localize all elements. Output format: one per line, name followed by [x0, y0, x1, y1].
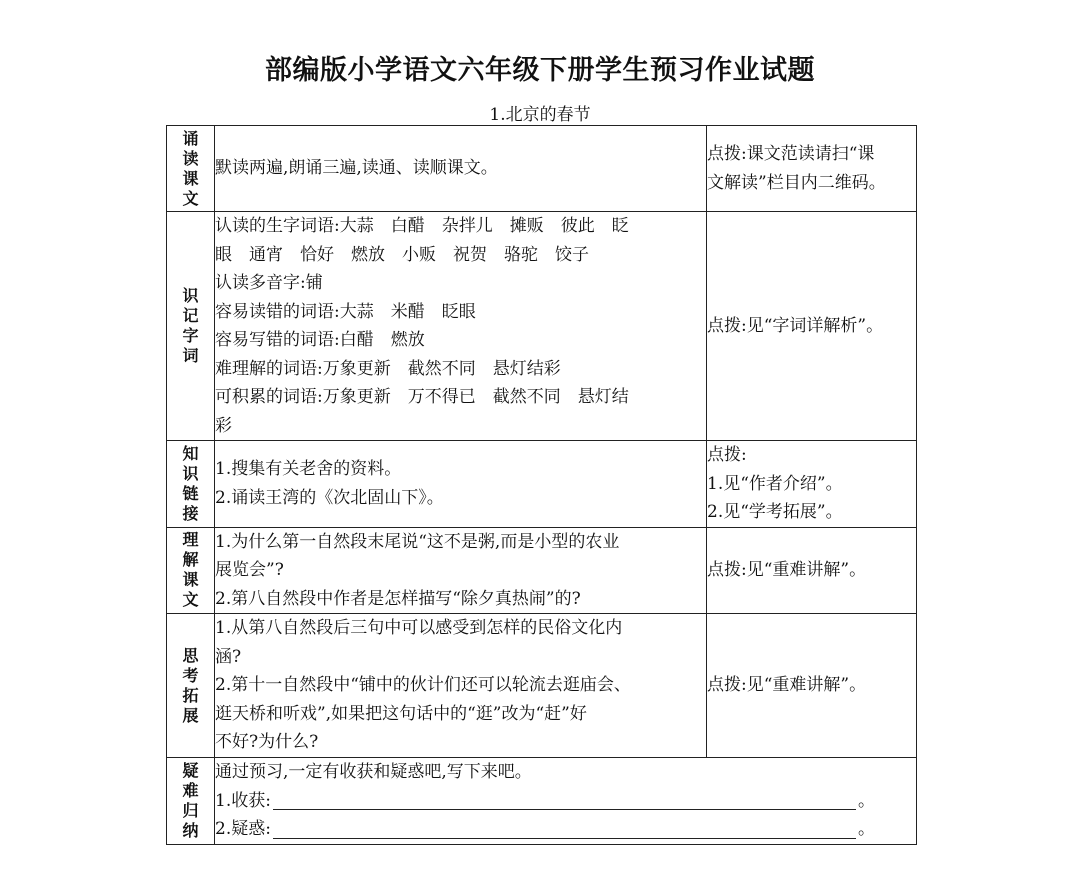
- summary-cell: [215, 758, 917, 845]
- tip-line: 点拨:见“重难讲解”。: [707, 560, 867, 580]
- summary-intro: 通过预习,一定有收获和疑惑吧,写下来吧。: [215, 762, 532, 782]
- content-cell: [215, 212, 707, 441]
- harvest-end-mark: 。: [857, 790, 875, 811]
- tip-cell: [707, 527, 917, 614]
- content-cell: [215, 441, 707, 528]
- tip-line: 点拨:见“重难讲解”。: [707, 675, 867, 696]
- tip-line: 文解读”栏目内二维码。: [707, 172, 886, 193]
- content-line: 容易读错的词语:大蒜 米醋 眨眼: [215, 301, 476, 322]
- tip-line: 点拨:课文范读请扫“课: [707, 144, 875, 164]
- harvest-label: 1.收获:: [215, 790, 271, 811]
- tip-cell: [707, 126, 917, 212]
- content-line: 不好?为什么?: [215, 732, 319, 753]
- content-line: 眼 通宵 恰好 燃放 小贩 祝贺 骆驼 饺子: [215, 244, 589, 265]
- page-title: 部编版小学语文六年级下册学生预习作业试题: [265, 55, 815, 86]
- content-line: 展览会”?: [215, 560, 284, 580]
- content-line: 1.从第八自然段后三句中可以感受到怎样的民俗文化内: [215, 618, 623, 639]
- doubt-label: 2.疑惑:: [215, 819, 271, 839]
- content-line: 2.第八自然段中作者是怎样描写“除夕真热闹”的?: [215, 588, 581, 609]
- tip-cell: [707, 212, 917, 441]
- content-line: 1.为什么第一自然段末尾说“这不是粥,而是小型的农业: [215, 531, 620, 552]
- content-line: 彩: [215, 415, 232, 436]
- category-cell: 知 识 链 接: [167, 441, 215, 528]
- content-line: 2.诵读王湾的《次北固山下》。: [215, 487, 444, 508]
- category-cell: 理 解 课 文: [167, 527, 215, 614]
- content-line: 认读多音字:铺: [215, 273, 323, 293]
- content-line: 认读的生字词语:大蒜 白醋 杂拌儿 摊贩 彼此 眨: [215, 216, 629, 236]
- preview-table: [166, 125, 917, 845]
- doubt-answer-line[interactable]: [273, 818, 856, 839]
- tip-cell: [707, 614, 917, 758]
- harvest-answer-line[interactable]: [273, 789, 856, 810]
- category-cell: 疑 难 归 纳: [167, 758, 215, 845]
- doubt-row: [215, 815, 916, 844]
- category-cell: 诵 读 课 文: [167, 126, 215, 212]
- tip-line: 1.见“作者介绍”。: [707, 473, 843, 494]
- content-line: 逛天桥和听戏”,如果把这句话中的“逛”改为“赶”好: [215, 703, 587, 724]
- table-row: [167, 614, 917, 758]
- content-line: 可积累的词语:万象更新 万不得已 截然不同 悬灯结: [215, 387, 629, 407]
- table-row: [167, 527, 917, 614]
- table-row: [167, 758, 917, 845]
- category-cell: 识 记 字 词: [167, 212, 215, 441]
- table-row: [167, 212, 917, 441]
- tip-line: 点拨:见“字词详解析”。: [707, 315, 884, 336]
- table-row: [167, 126, 917, 212]
- tip-line: 2.见“学考拓展”。: [707, 502, 843, 522]
- doubt-end-mark: 。: [857, 819, 875, 839]
- table-row: [167, 441, 917, 528]
- content-line: 1.搜集有关老舍的资料。: [215, 459, 402, 480]
- tip-cell: [707, 441, 917, 528]
- content-cell: [215, 126, 707, 212]
- content-line: 难理解的词语:万象更新 截然不同 悬灯结彩: [215, 358, 561, 379]
- tip-line: 点拨:: [707, 445, 747, 465]
- lesson-subtitle: 1.北京的春节: [489, 105, 591, 125]
- content-line: 涵?: [215, 646, 242, 667]
- content-line: 2.第十一自然段中“铺中的伙计们还可以轮流去逛庙会、: [215, 675, 631, 696]
- harvest-row: [215, 787, 916, 816]
- content-cell: [215, 527, 707, 614]
- category-cell: 思 考 拓 展: [167, 614, 215, 758]
- content-cell: [215, 614, 707, 758]
- content-line: 默读两遍,朗诵三遍,读通、读顺课文。: [215, 158, 498, 179]
- content-line: 容易写错的词语:白醋 燃放: [215, 330, 425, 350]
